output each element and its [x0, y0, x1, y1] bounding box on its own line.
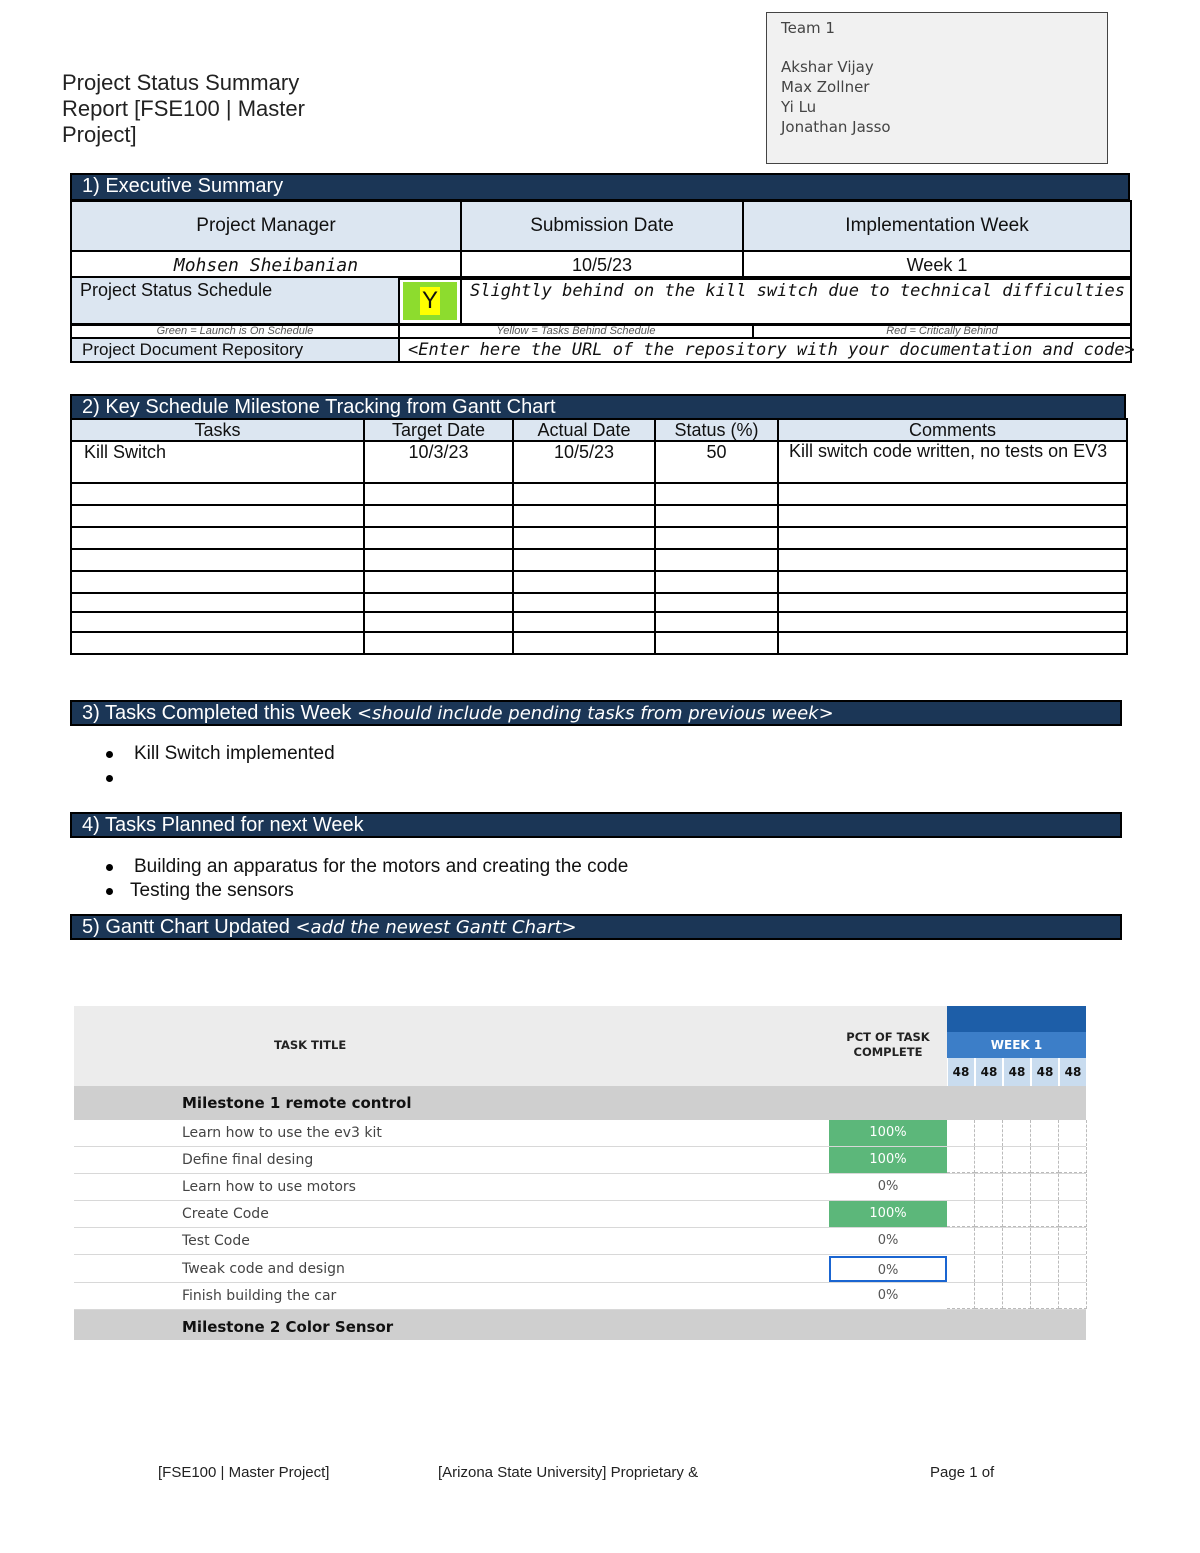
day-cell: 48 — [1032, 1058, 1058, 1086]
task-title-header: TASK TITLE — [274, 1038, 347, 1052]
footer-left: [FSE100 | Master Project] — [158, 1464, 330, 1481]
gantt-task-title: Finish building the car — [182, 1288, 337, 1304]
gantt-day-cell — [975, 1201, 1003, 1227]
col-comments: Comments — [778, 419, 1127, 441]
list-item — [96, 766, 335, 790]
table-row — [71, 483, 1127, 505]
list-item — [96, 855, 628, 879]
gantt-day-cell — [947, 1283, 975, 1309]
repository-url[interactable]: <Enter here the URL of the repository with your documentation and code> — [399, 338, 1131, 362]
footer-right: Page 1 of — [930, 1464, 995, 1481]
gantt-day-cell — [1003, 1174, 1031, 1200]
list-item-text: Testing the sensors — [130, 880, 294, 901]
gantt-day-cell — [1059, 1147, 1087, 1173]
status-indicator — [403, 282, 457, 320]
footer-center: [Arizona State University] Proprietary & — [438, 1464, 699, 1481]
report-title-line2: Report [FSE100 | Master — [62, 96, 305, 121]
gantt-task-row — [74, 1228, 1086, 1255]
tasks-completed-heading-note: <should include pending tasks from previous week> — [356, 703, 834, 724]
team-member: Max Zollner — [781, 78, 870, 96]
table-row — [71, 441, 1127, 483]
milestone-title: Milestone 1 remote control — [182, 1094, 412, 1112]
pct-header-line1: PCT OF TASK — [846, 1030, 930, 1044]
milestone-row — [74, 1310, 1086, 1340]
status-code-cell — [399, 277, 461, 325]
bullet-icon — [106, 864, 113, 871]
gantt-task-title: Define final desing — [182, 1152, 314, 1168]
milestone-table — [70, 418, 1128, 655]
status-schedule-label: Project Status Schedule — [71, 277, 399, 325]
report-title-line1: Project Status Summary — [62, 70, 300, 95]
day-cell: 48 — [948, 1058, 974, 1086]
tasks-completed-heading-text: 3) Tasks Completed this Week — [82, 702, 357, 724]
team-member: Yi Lu — [781, 98, 817, 116]
gantt-week-bar — [947, 1006, 1086, 1032]
gantt-task-title: Learn how to use motors — [182, 1179, 356, 1195]
tasks-planned-list — [96, 855, 628, 903]
gantt-heading-note: <add the newest Gantt Chart> — [295, 917, 577, 938]
table-row — [71, 593, 1127, 612]
day-cell: 48 — [976, 1058, 1002, 1086]
gantt-header — [74, 1006, 947, 1086]
gantt-day-cell — [975, 1228, 1003, 1254]
gantt-chart — [74, 1006, 1086, 1336]
actual-date-cell: 10/5/23 — [513, 441, 655, 483]
table-row — [71, 612, 1127, 632]
gantt-day-cell — [1003, 1201, 1031, 1227]
implementation-week-value: Week 1 — [743, 251, 1131, 279]
comments-cell: Kill switch code written, no tests on EV3 — [778, 441, 1127, 483]
tasks-completed-heading — [70, 700, 1122, 726]
day-cell: 48 — [1004, 1058, 1030, 1086]
tasks-planned-heading — [70, 812, 1122, 838]
repository-label: Project Document Repository — [71, 338, 399, 362]
list-item-text: Kill Switch implemented — [134, 743, 335, 764]
gantt-day-cell — [1031, 1120, 1059, 1146]
gantt-task-pct[interactable]: 100% — [829, 1147, 947, 1173]
team-member: Akshar Vijay — [781, 58, 874, 76]
gantt-day-cell — [975, 1256, 1003, 1282]
gantt-day-cell — [947, 1147, 975, 1173]
col-tasks: Tasks — [71, 419, 364, 441]
pct-complete-header — [829, 1030, 947, 1060]
gantt-day-cell — [1059, 1201, 1087, 1227]
milestone-title: Milestone 2 Color Sensor — [182, 1318, 394, 1336]
gantt-task-title: Test Code — [182, 1233, 250, 1249]
executive-summary-heading — [70, 173, 1130, 201]
gantt-day-cell — [1003, 1256, 1031, 1282]
legend-green: Green = Launch is On Schedule — [71, 324, 399, 338]
project-manager-value: Mohsen Sheibanian — [71, 251, 461, 279]
report-title-line3: Project] — [62, 122, 137, 147]
gantt-day-cell — [1031, 1228, 1059, 1254]
milestone-row — [74, 1086, 1086, 1120]
list-item — [96, 879, 628, 903]
gantt-day-cell — [1059, 1228, 1087, 1254]
gantt-task-row — [74, 1256, 1086, 1283]
gantt-day-cell — [947, 1174, 975, 1200]
gantt-day-cell — [1003, 1283, 1031, 1309]
status-cell: 50 — [655, 441, 778, 483]
gantt-task-title: Learn how to use the ev3 kit — [182, 1125, 382, 1141]
team-box — [766, 12, 1108, 164]
report-title — [62, 70, 322, 147]
gantt-day-cell — [1059, 1283, 1087, 1309]
gantt-heading — [70, 914, 1122, 940]
gantt-task-row — [74, 1174, 1086, 1201]
week-label: WEEK 1 — [947, 1032, 1086, 1058]
milestone-tracking-heading — [70, 394, 1126, 420]
gantt-day-cell — [947, 1120, 975, 1146]
team-name: Team 1 — [781, 19, 835, 37]
submission-date-label: Submission Date — [461, 201, 743, 251]
pct-header-line2: COMPLETE — [853, 1045, 923, 1059]
gantt-task-row — [74, 1201, 1086, 1228]
gantt-day-cell — [947, 1201, 975, 1227]
gantt-day-cell — [1031, 1283, 1059, 1309]
gantt-task-row — [74, 1120, 1086, 1147]
task-cell: Kill Switch — [71, 441, 364, 483]
list-item-text: Building an apparatus for the motors and creating the code — [134, 856, 629, 877]
day-cell: 48 — [1060, 1058, 1086, 1086]
gantt-day-cell — [1031, 1256, 1059, 1282]
gantt-day-cell — [1059, 1256, 1087, 1282]
gantt-day-cell — [1031, 1147, 1059, 1173]
col-actual-date: Actual Date — [513, 419, 655, 441]
project-manager-label: Project Manager — [71, 201, 461, 251]
gantt-task-title: Tweak code and design — [182, 1261, 345, 1277]
gantt-task-pct[interactable]: 100% — [829, 1201, 947, 1227]
gantt-task-pct[interactable]: 100% — [829, 1120, 947, 1146]
gantt-day-cell — [975, 1120, 1003, 1146]
repository-table — [70, 337, 1135, 363]
legend-yellow: Yellow = Tasks Behind Schedule — [399, 324, 753, 338]
gantt-day-cell — [1059, 1120, 1087, 1146]
col-target-date: Target Date — [364, 419, 513, 441]
gantt-day-cell — [947, 1256, 975, 1282]
gantt-task-title: Create Code — [182, 1206, 269, 1222]
col-status: Status (%) — [655, 419, 778, 441]
gantt-day-cell — [947, 1228, 975, 1254]
gantt-day-cell — [1003, 1120, 1031, 1146]
table-row — [71, 571, 1127, 593]
tasks-completed-list — [96, 742, 335, 790]
gantt-day-cell — [975, 1283, 1003, 1309]
gantt-day-cell — [1003, 1147, 1031, 1173]
gantt-day-cell — [1059, 1174, 1087, 1200]
executive-summary-heading-text: 1) Executive Summary — [82, 175, 284, 197]
table-row — [71, 527, 1127, 549]
gantt-day-cell — [975, 1147, 1003, 1173]
milestone-tracking-heading-text: 2) Key Schedule Milestone Tracking from Gantt Chart — [82, 396, 556, 418]
table-row — [71, 505, 1127, 527]
target-date-cell: 10/3/23 — [364, 441, 513, 483]
gantt-day-cell — [1031, 1201, 1059, 1227]
gantt-day-cell — [1003, 1228, 1031, 1254]
gantt-task-row — [74, 1147, 1086, 1174]
gantt-task-pct[interactable]: 0% — [829, 1256, 947, 1282]
gantt-task-pct[interactable]: 0% — [877, 1233, 899, 1248]
gantt-heading-text: 5) Gantt Chart Updated — [82, 916, 296, 938]
table-row — [71, 549, 1127, 571]
status-text: Slightly behind on the kill switch due to technical difficulties — [461, 277, 1131, 325]
submission-date-value: 10/5/23 — [461, 251, 743, 279]
bullet-icon — [106, 751, 113, 758]
table-row — [71, 632, 1127, 654]
status-schedule-table — [70, 276, 1132, 326]
bullet-icon — [106, 888, 113, 895]
gantt-day-cell — [975, 1174, 1003, 1200]
tasks-planned-heading-text: 4) Tasks Planned for next Week — [82, 814, 364, 836]
gantt-task-pct[interactable]: 0% — [877, 1179, 899, 1194]
list-item — [96, 742, 335, 766]
executive-summary-table — [70, 200, 1132, 280]
gantt-day-cell — [1031, 1174, 1059, 1200]
status-code: Y — [421, 287, 438, 314]
gantt-task-pct[interactable]: 0% — [877, 1288, 899, 1303]
bullet-icon — [106, 775, 113, 782]
gantt-task-row — [74, 1283, 1086, 1310]
legend-red: Red = Critically Behind — [753, 324, 1131, 338]
implementation-week-label: Implementation Week — [743, 201, 1131, 251]
team-member: Jonathan Jasso — [781, 118, 891, 136]
